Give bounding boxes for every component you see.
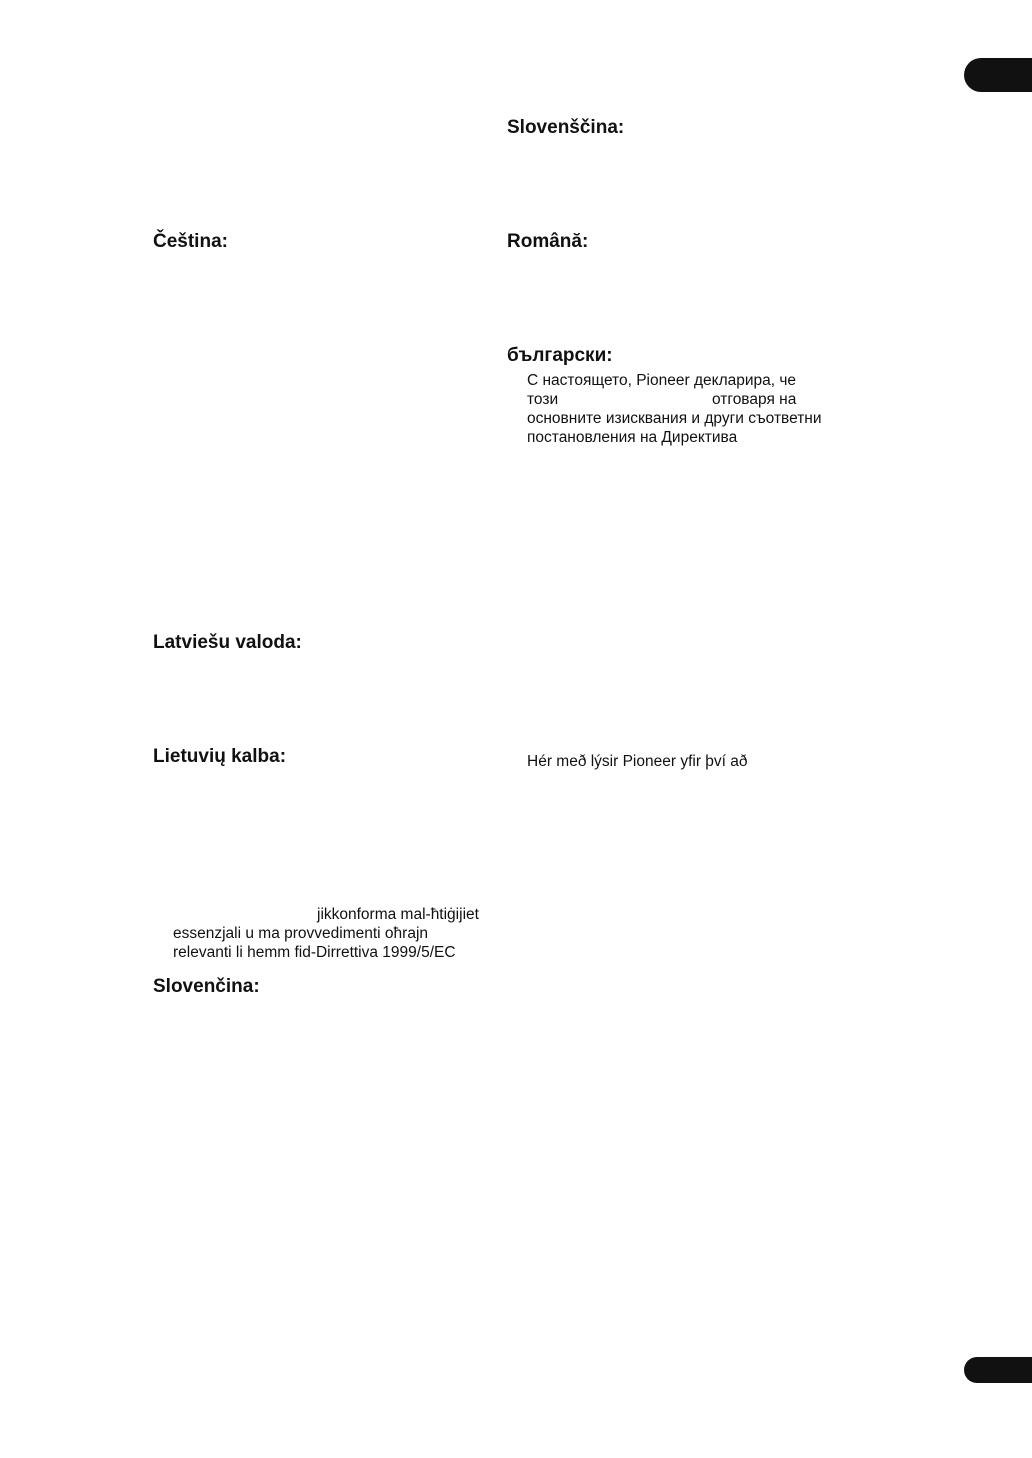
maltese-line-2: essenzjali u ma provvedimenti oħrajn bbox=[173, 925, 429, 942]
bulgarian-line-4: постановления на Директива bbox=[527, 429, 738, 446]
heading-slovenscina: Slovenščina: bbox=[507, 117, 625, 138]
bulgarian-line-3: основните изисквания и други съответни bbox=[527, 410, 822, 427]
icelandic-line-1: Hér með lýsir Pioneer yfir því að bbox=[527, 753, 748, 770]
heading-latviesu: Latviešu valoda: bbox=[153, 632, 302, 653]
bulgarian-line-2-start: този bbox=[527, 391, 559, 408]
heading-cestina: Čeština: bbox=[153, 231, 228, 252]
bulgarian-line-2-end: отговаря на bbox=[712, 391, 797, 408]
maltese-line-3: relevanti li hemm fid-Dirrettiva 1999/5/EC bbox=[173, 944, 456, 961]
bulgarian-paragraph bbox=[527, 371, 857, 447]
heading-balgarski: български: bbox=[507, 345, 613, 366]
page-tab-bottom bbox=[964, 1357, 1032, 1383]
maltese-line-1: jikkonforma mal-ħtiġijiet bbox=[317, 906, 479, 923]
heading-lietuviu: Lietuvių kalba: bbox=[153, 746, 287, 767]
page-tab-top bbox=[964, 58, 1032, 92]
heading-slovencina: Slovenčina: bbox=[153, 976, 260, 997]
bulgarian-line-1: С настоящето, Pioneer декларира, че bbox=[527, 372, 797, 389]
icelandic-paragraph bbox=[527, 752, 748, 771]
bulgarian-line-2 bbox=[527, 390, 857, 409]
maltese-paragraph bbox=[173, 905, 503, 962]
heading-romana: Română: bbox=[507, 231, 589, 252]
